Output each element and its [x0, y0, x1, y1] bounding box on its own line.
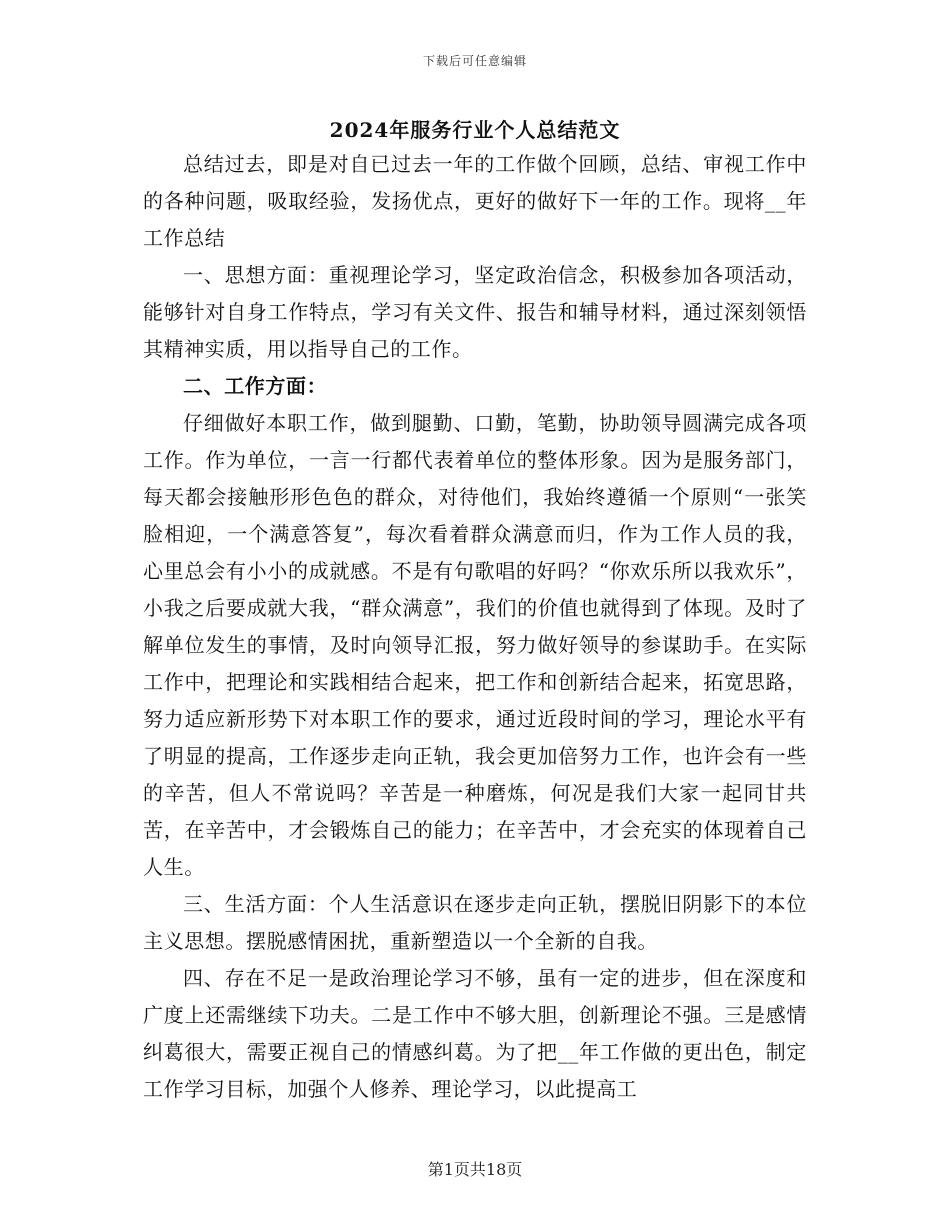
paragraph-life: 三、生活方面：个人生活意识在逐步走向正轨，摆脱旧阴影下的本位主义思想。摆脱感情困扰，重新塑造以一个全新的自我。	[143, 892, 807, 953]
document-body	[143, 146, 807, 1108]
page-header: 下载后可任意编辑	[422, 54, 527, 68]
section-heading-work: 二、工作方面：	[183, 374, 328, 398]
paragraph-shortcomings: 四、存在不足一是政治理论学习不够，虽有一定的进步，但在深度和广度上还需继续下功夫。二是工作中不够大胆，创新理论不强。三是感情纠葛很大，需要正视自己的情感纠葛。为了把__年工作做的更出色，制定工作学习目标，加强个人修养、理论学习，以此提高工	[143, 966, 807, 1101]
paragraph-work: 仔细做好本职工作，做到腿勤、口勤，笔勤，协助领导圆满完成各项工作。作为单位，一言一行都代表着单位的整体形象。因为是服务部门，每天都会接触形形色色的群众，对待他们，我始终遵循一个原则“一张笑脸相迎，一个满意答复”，每次看着群众满意而归，作为工作人员的我，心里总会有小小的成就感。不是有句歌唱的好吗？“你欢乐所以我欢乐”，小我之后要成就大我，“群众满意”，我们的价值也就得到了体现。及时了解单位发生的事情，及时向领导汇报，努力做好领导的参谋助手。在实际工作中，把理论和实践相结合起来，把工作和创新结合起来，拓宽思路，努力适应新形势下对本职工作的要求，通过近段时间的学习，理论水平有了明显的提高，工作逐步走向正轨，我会更加倍努力工作，也许会有一些的辛苦，但人不常说吗？辛苦是一种磨炼，何况是我们大家一起同甘共苦，在辛苦中，才会锻炼自己的能力；在辛苦中，才会充实的体现着自己人生。	[143, 411, 807, 879]
paragraph-intro: 总结过去，即是对自已过去一年的工作做个回顾，总结、审视工作中的各种问题，吸取经验，发扬优点，更好的做好下一年的工作。现将__年工作总结	[143, 152, 807, 250]
page-number: 第1页共18页	[427, 1160, 523, 1179]
document-title: 2024年服务行业个人总结范文	[329, 118, 621, 142]
paragraph-thought: 一、思想方面：重视理论学习，坚定政治信念，积极参加各项活动，能够针对自身工作特点，学习有关文件、报告和辅导材料，通过深刻领悟其精神实质，用以指导自己的工作。	[143, 263, 807, 361]
